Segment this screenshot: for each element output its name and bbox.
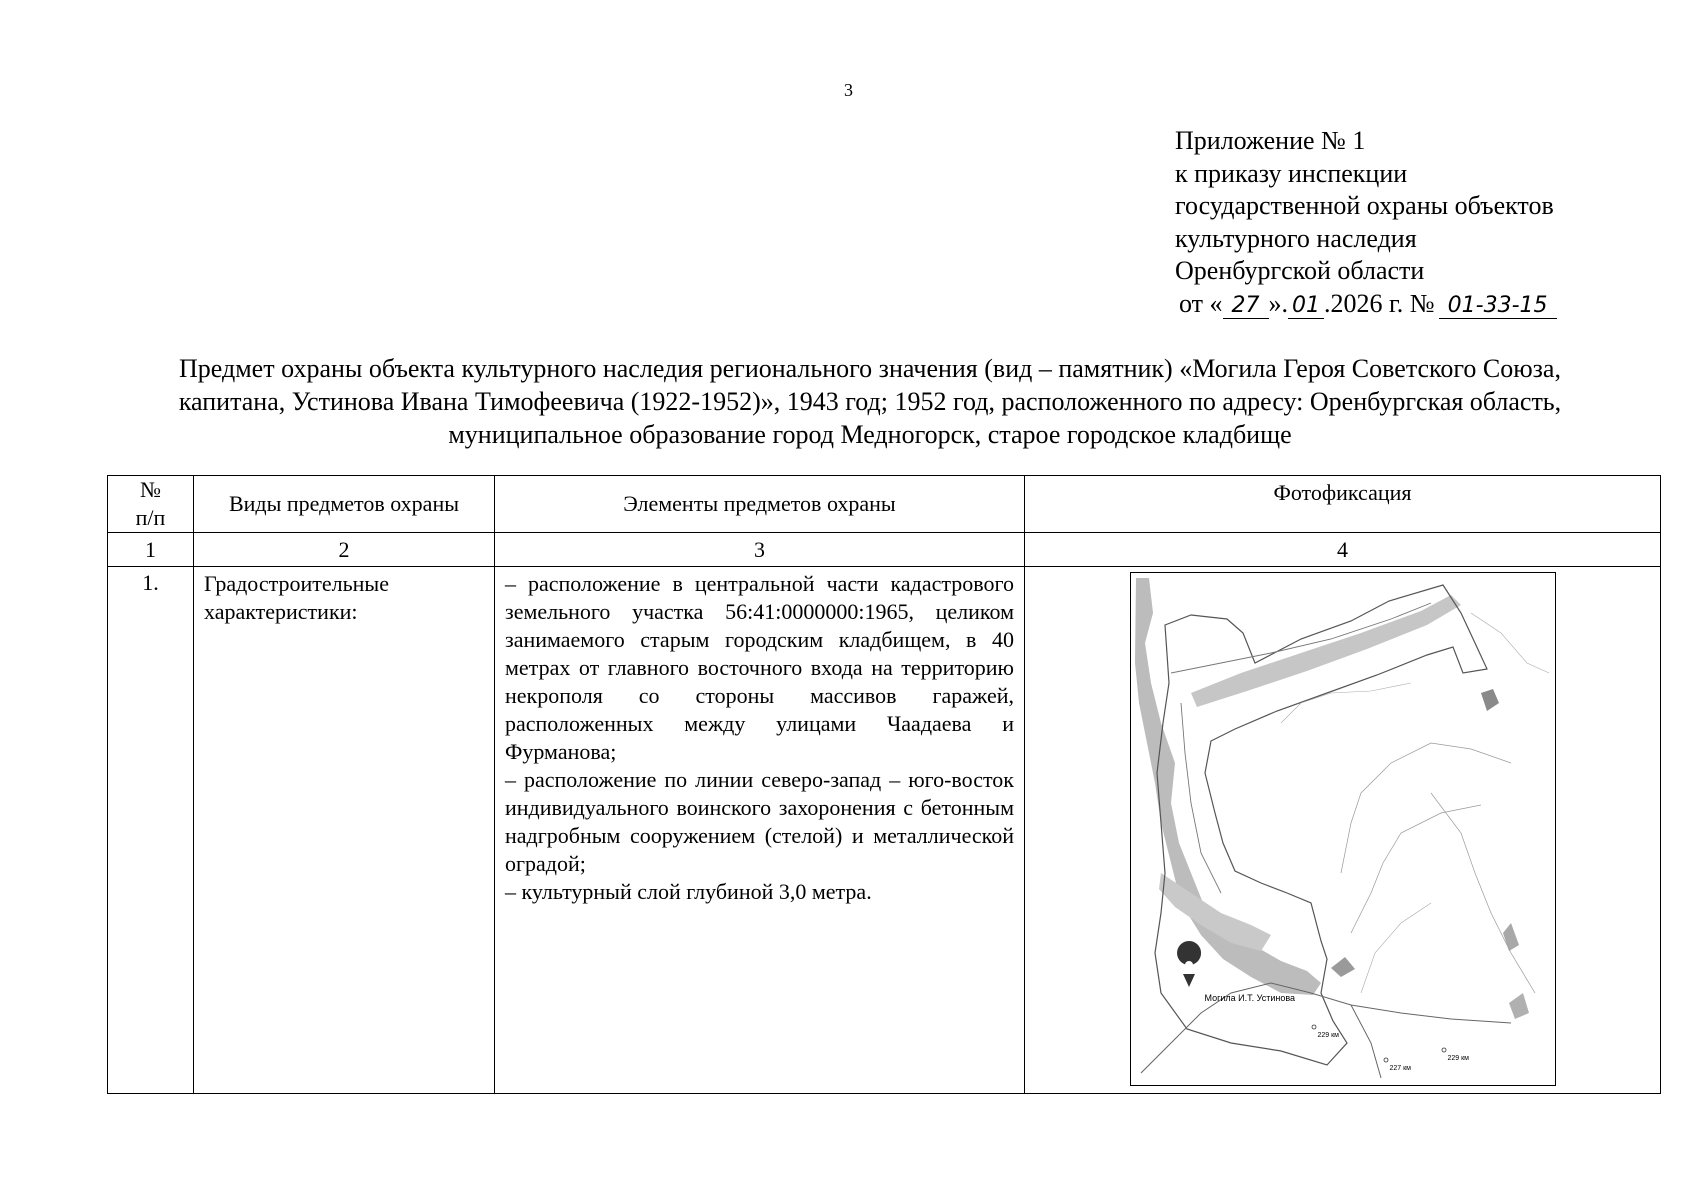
location-map [1130, 572, 1556, 1086]
date-month: 01 [1288, 294, 1324, 319]
row-elements [495, 567, 1025, 1094]
km-label: 227 км [1389, 1065, 1411, 1072]
protection-subject-table [107, 475, 1661, 1094]
row-type: Градостроительные характеристики: [194, 567, 495, 1094]
table-row [108, 567, 1661, 1094]
km-marker [1442, 1048, 1446, 1052]
map-marker-label: Могила И.Т. Устинова [1204, 993, 1296, 1003]
appendix-date-line [1179, 288, 1557, 321]
title-line-3: муниципальное образование город Медногорск, старое городское кладбище [448, 420, 1292, 449]
date-mid: ». [1268, 288, 1289, 318]
appendix-line: государственной охраны объектов [1175, 191, 1554, 220]
element-item: – расположение в центральной части кадастрового земельного участка 56:41:0000000:1965, целиком занимаемого старым городским кладбищем, в 40 метрах от главного восточного входа на территорию некрополя со стороны массивов гаражей, расположенных между улицами Чаадаева и Фурманова; [505, 571, 1014, 764]
map-pin-tip [1183, 974, 1195, 987]
element-item: – расположение по линии северо-запад – юго-восток индивидуального воинского захоронения с бетонным надгробным сооружением (стелой) и металлической оградой; [505, 767, 1014, 876]
map-river-branch [1191, 595, 1461, 707]
header-types: Виды предметов охраны [194, 476, 495, 533]
map-stream [1361, 903, 1431, 993]
header-number-abbr: п/п [135, 505, 166, 530]
map-patch [1503, 923, 1519, 951]
map-patch [1509, 993, 1529, 1019]
map-patch [1331, 957, 1355, 977]
appendix-block [1175, 125, 1557, 320]
map-patch [1481, 689, 1499, 711]
km-marker [1384, 1058, 1388, 1062]
column-number: 2 [194, 533, 495, 567]
header-number [108, 476, 194, 533]
map-stream [1341, 743, 1511, 873]
column-number: 3 [495, 533, 1025, 567]
km-label: 229 км [1447, 1055, 1469, 1062]
column-number: 4 [1025, 533, 1661, 567]
page-number: 3 [844, 80, 853, 100]
table-header-row [108, 476, 1661, 533]
map-graphic [1131, 573, 1555, 1085]
header-photo: Фотофиксация [1025, 476, 1661, 533]
map-stream [1351, 805, 1481, 933]
appendix-line: культурного наследия [1175, 223, 1417, 253]
map-stream [1431, 793, 1535, 993]
column-number-row [108, 533, 1661, 567]
map-road [1351, 1005, 1381, 1078]
appendix-line: к приказу инспекции [1175, 158, 1408, 188]
date-prefix: от « [1179, 288, 1223, 318]
date-year: .2026 г. № [1324, 288, 1435, 318]
element-item: – культурный слой глубиной 3,0 метра. [505, 879, 872, 904]
map-stream [1471, 613, 1549, 673]
row-number: 1. [108, 567, 194, 1094]
appendix-line: Приложение № 1 [1175, 126, 1366, 155]
title-line-1: Предмет охраны объекта культурного наследия регионального значения (вид – памятник) «Могила Героя Советского Союза, [179, 354, 1561, 383]
title-line-2: капитана, Устинова Ивана Тимофеевича (1922-1952)», 1943 год; 1952 год, расположенного по адресу: Оренбургская область, [178, 387, 1562, 416]
order-number: 01-33-15 [1439, 294, 1557, 319]
km-label: 229 км [1317, 1032, 1339, 1039]
row-photo [1025, 567, 1661, 1094]
map-pin-center [1185, 961, 1193, 969]
column-number: 1 [108, 533, 194, 567]
km-marker [1312, 1025, 1316, 1029]
date-day: 27 [1223, 294, 1269, 319]
header-elements: Элементы предметов охраны [495, 476, 1025, 533]
header-number-symbol: № [140, 477, 161, 502]
appendix-line: Оренбургской области [1175, 256, 1425, 285]
document-title [90, 352, 1650, 451]
